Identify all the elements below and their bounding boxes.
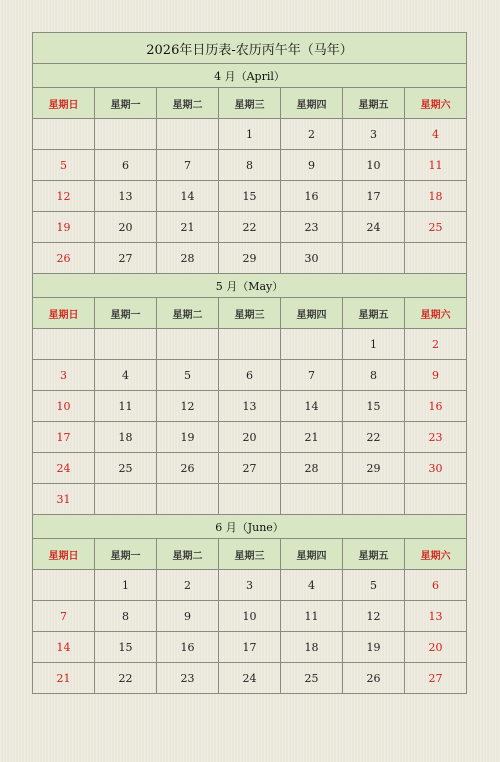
week-row [33,360,467,391]
day-cell: 25 [281,663,343,694]
day-cell: 1 [343,329,405,360]
day-cell: 22 [343,422,405,453]
day-cell: 14 [33,632,95,663]
empty-day-cell [33,570,95,601]
empty-day-cell [95,484,157,515]
month-header-row [33,274,467,298]
day-cell: 9 [281,150,343,181]
day-cell: 27 [95,243,157,274]
day-cell: 8 [95,601,157,632]
weekday-label: 星期三 [219,539,281,570]
weekday-label: 星期六 [405,298,467,329]
day-cell: 27 [219,453,281,484]
weekday-label: 星期日 [33,539,95,570]
day-cell: 23 [281,212,343,243]
day-cell: 6 [219,360,281,391]
empty-day-cell [281,484,343,515]
empty-day-cell [95,329,157,360]
week-row [33,212,467,243]
day-cell: 14 [281,391,343,422]
day-cell: 21 [157,212,219,243]
day-cell: 9 [405,360,467,391]
day-cell: 14 [157,181,219,212]
empty-day-cell [219,484,281,515]
day-cell: 13 [219,391,281,422]
week-row [33,601,467,632]
empty-day-cell [157,119,219,150]
month-header-row [33,515,467,539]
day-cell: 7 [281,360,343,391]
day-cell: 15 [343,391,405,422]
weekday-label: 星期五 [343,539,405,570]
weekday-label: 星期三 [219,298,281,329]
day-cell: 4 [95,360,157,391]
day-cell: 18 [405,181,467,212]
day-cell: 8 [343,360,405,391]
day-cell: 2 [157,570,219,601]
day-cell: 13 [405,601,467,632]
day-cell: 28 [281,453,343,484]
day-cell: 10 [219,601,281,632]
day-cell: 8 [219,150,281,181]
weekday-label: 星期五 [343,298,405,329]
day-cell: 7 [33,601,95,632]
day-cell: 11 [405,150,467,181]
day-cell: 30 [281,243,343,274]
day-cell: 20 [95,212,157,243]
weekday-label: 星期四 [281,298,343,329]
weekday-label: 星期四 [281,539,343,570]
day-cell: 4 [281,570,343,601]
weekday-label: 星期二 [157,88,219,119]
day-cell: 3 [33,360,95,391]
month-header-row [33,64,467,88]
week-row [33,453,467,484]
day-cell: 9 [157,601,219,632]
day-cell: 24 [33,453,95,484]
month-title: 6 月（June） [33,515,467,539]
day-cell: 6 [95,150,157,181]
day-cell: 29 [219,243,281,274]
day-cell: 2 [405,329,467,360]
week-row [33,632,467,663]
day-cell: 16 [157,632,219,663]
day-cell: 6 [405,570,467,601]
empty-day-cell [281,329,343,360]
weekday-header-row [33,539,467,570]
day-cell: 5 [157,360,219,391]
day-cell: 12 [33,181,95,212]
day-cell: 12 [343,601,405,632]
day-cell: 19 [33,212,95,243]
day-cell: 25 [405,212,467,243]
empty-day-cell [95,119,157,150]
weekday-header-row [33,298,467,329]
day-cell: 20 [405,632,467,663]
day-cell: 20 [219,422,281,453]
weekday-header-row [33,88,467,119]
day-cell: 21 [33,663,95,694]
calendar-table [32,32,467,694]
week-row [33,150,467,181]
weekday-label: 星期二 [157,298,219,329]
day-cell: 25 [95,453,157,484]
week-row [33,181,467,212]
empty-day-cell [33,119,95,150]
weekday-label: 星期二 [157,539,219,570]
empty-day-cell [219,329,281,360]
day-cell: 26 [343,663,405,694]
week-row [33,119,467,150]
day-cell: 17 [219,632,281,663]
day-cell: 15 [95,632,157,663]
day-cell: 17 [343,181,405,212]
title-row [33,33,467,64]
week-row [33,243,467,274]
day-cell: 19 [157,422,219,453]
day-cell: 3 [343,119,405,150]
day-cell: 7 [157,150,219,181]
week-row [33,484,467,515]
day-cell: 23 [405,422,467,453]
day-cell: 18 [95,422,157,453]
day-cell: 24 [219,663,281,694]
day-cell: 22 [95,663,157,694]
calendar-title: 2026年日历表-农历丙午年（马年） [33,33,467,64]
weekday-label: 星期六 [405,88,467,119]
day-cell: 5 [343,570,405,601]
empty-day-cell [405,484,467,515]
day-cell: 3 [219,570,281,601]
day-cell: 1 [219,119,281,150]
day-cell: 10 [33,391,95,422]
weekday-label: 星期一 [95,88,157,119]
day-cell: 28 [157,243,219,274]
week-row [33,570,467,601]
day-cell: 23 [157,663,219,694]
month-title: 4 月（April） [33,64,467,88]
weekday-label: 星期六 [405,539,467,570]
day-cell: 12 [157,391,219,422]
weekday-label: 星期一 [95,298,157,329]
weekday-label: 星期五 [343,88,405,119]
day-cell: 10 [343,150,405,181]
day-cell: 4 [405,119,467,150]
empty-day-cell [157,484,219,515]
empty-day-cell [343,243,405,274]
day-cell: 13 [95,181,157,212]
weekday-label: 星期一 [95,539,157,570]
day-cell: 15 [219,181,281,212]
weekday-label: 星期四 [281,88,343,119]
day-cell: 5 [33,150,95,181]
day-cell: 11 [281,601,343,632]
day-cell: 31 [33,484,95,515]
day-cell: 29 [343,453,405,484]
month-title: 5 月（May） [33,274,467,298]
day-cell: 17 [33,422,95,453]
empty-day-cell [157,329,219,360]
day-cell: 24 [343,212,405,243]
day-cell: 26 [33,243,95,274]
week-row [33,329,467,360]
day-cell: 11 [95,391,157,422]
week-row [33,422,467,453]
empty-day-cell [33,329,95,360]
weekday-label: 星期三 [219,88,281,119]
day-cell: 19 [343,632,405,663]
day-cell: 26 [157,453,219,484]
weekday-label: 星期日 [33,88,95,119]
day-cell: 1 [95,570,157,601]
day-cell: 16 [405,391,467,422]
week-row [33,391,467,422]
weekday-label: 星期日 [33,298,95,329]
day-cell: 27 [405,663,467,694]
day-cell: 30 [405,453,467,484]
day-cell: 18 [281,632,343,663]
day-cell: 16 [281,181,343,212]
empty-day-cell [405,243,467,274]
calendar-body [33,33,467,694]
day-cell: 22 [219,212,281,243]
day-cell: 2 [281,119,343,150]
week-row [33,663,467,694]
day-cell: 21 [281,422,343,453]
empty-day-cell [343,484,405,515]
